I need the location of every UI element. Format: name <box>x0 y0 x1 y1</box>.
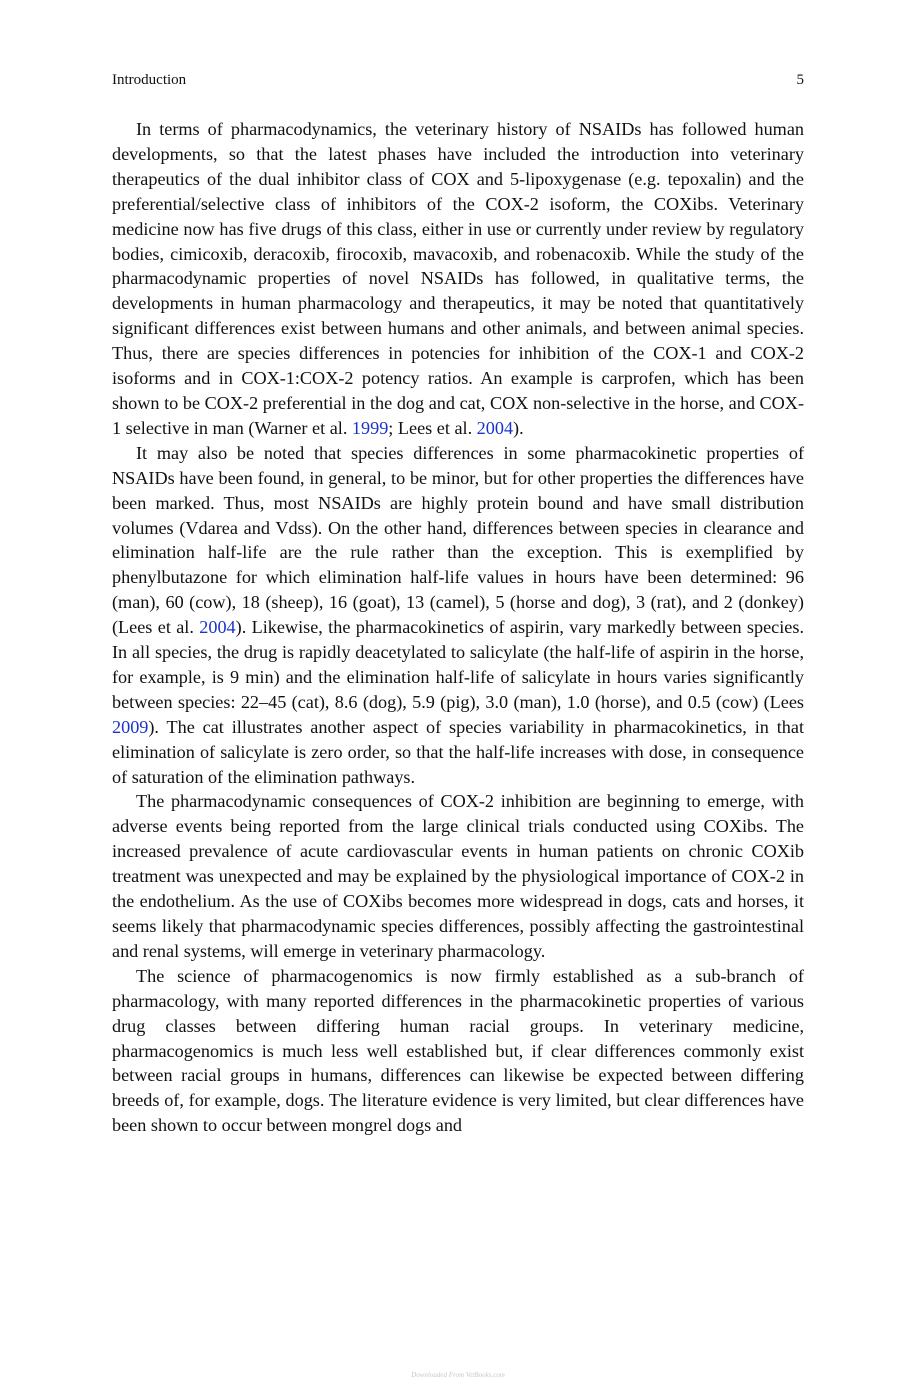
citation-link[interactable]: 2004 <box>199 617 236 638</box>
paragraph-text: ). <box>513 417 524 438</box>
body-text <box>112 117 804 1138</box>
paragraph-text: In terms of pharmacodynamics, the veterinary history of NSAIDs has followed human developments, so that the latest phases have included the introduction into veterinary therapeutics of the dual inhibitor class of COX and 5-lipoxygenase (e.g. tepoxalin) and the preferential/selective class of inhibitors of the COX-2 isoform, the COXibs. Veterinary medicine now has five drugs of this class, either in use or currently under review by regulatory bodies, cimicoxib, deracoxib, firocoxib, mavacoxib, and robenacoxib. While the study of the pharmacodynamic properties of novel NSAIDs has followed, in qualitative terms, the developments in human pharmacology and therapeutics, it may be noted that quantitatively significant differences exist between humans and other animals, and between animal species. Thus, there are species differences in potencies for inhibition of the COX-1 and COX-2 isoforms and in COX-1:COX-2 potency ratios. An example is carprofen, which has been shown to be COX-2 preferential in the dog and cat, COX non-selective in the horse, and COX-1 selective in man (Warner et al. <box>112 119 804 438</box>
paragraph-text: The science of pharmacogenomics is now firmly established as a sub-branch of pharmacology, with many reported differences in the pharmacokinetic properties of various drug classes between differing human racial groups. In veterinary medicine, pharmacogenomics is much less well established but, if clear differences commonly exist between racial groups in humans, differences can likewise be expected between differing breeds of, for example, dogs. The literature evidence is very limited, but clear differences have been shown to occur between mongrel dogs and <box>112 965 804 1136</box>
chapter-title: Introduction <box>112 72 187 88</box>
paragraph-text: It may also be noted that species differences in some pharmacokinetic properties of NSAIDs have been found, in general, to be minor, but for other properties the differences have been marked. Thus, most NSAIDs are highly protein bound and have small distribution volumes (Vdarea and Vdss). On the other hand, differences between species in clearance and elimination half-life are the rule rather than the exception. This is exemplified by phenylbutazone for which elimination half-life values in hours have been determined: 96 (man), 60 (cow), 18 (sheep), 16 (goat), 13 (camel), 5 (horse and dog), 3 (rat), and 2 (donkey) (Lees et al. <box>112 442 804 638</box>
citation-link[interactable]: 1999 <box>351 417 389 438</box>
citation-link[interactable]: 2004 <box>476 417 514 438</box>
paragraph <box>112 441 804 790</box>
paragraph-text: ). The cat illustrates another aspect of species variability in pharmacokinetics, in that elimination of salicylate is zero order, so that the half-life increases with dose, in consequence of saturation of the elimination pathways. <box>112 716 804 787</box>
paragraph <box>112 117 804 441</box>
citation-link[interactable]: 2009 <box>112 716 149 737</box>
page-number: 5 <box>796 72 804 88</box>
paragraph-text: The pharmacodynamic consequences of COX-2 inhibition are beginning to emerge, with adverse events being reported from the large clinical trials conducted using COXibs. The increased prevalence of acute cardiovascular events in human patients on chronic COXib treatment was unexpected and may be explained by the physiological importance of COX-2 in the endothelium. As the use of COXibs becomes more widespread in dogs, cats and horses, it seems likely that pharmacodynamic species differences, possibly affecting the gastrointestinal and renal systems, will emerge in veterinary pharmacology. <box>112 791 804 961</box>
paragraph <box>112 964 804 1138</box>
paragraph <box>112 789 804 963</box>
paragraph-text: ). Likewise, the pharmacokinetics of aspirin, vary markedly between species. In all species, the drug is rapidly deacetylated to salicylate (the half-life of aspirin in the horse, for example, is 9 min) and the elimination half-life of salicylate in hours varies significantly between species: 22–45 (cat), 8.6 (dog), 5.9 (pig), 3.0 (man), 1.0 (horse), and 0.5 (cow) (Lees <box>112 617 805 712</box>
paragraph-text: ; Lees et al. <box>388 417 477 438</box>
footer-watermark: Downloaded From VetBooks.com <box>411 1371 505 1379</box>
